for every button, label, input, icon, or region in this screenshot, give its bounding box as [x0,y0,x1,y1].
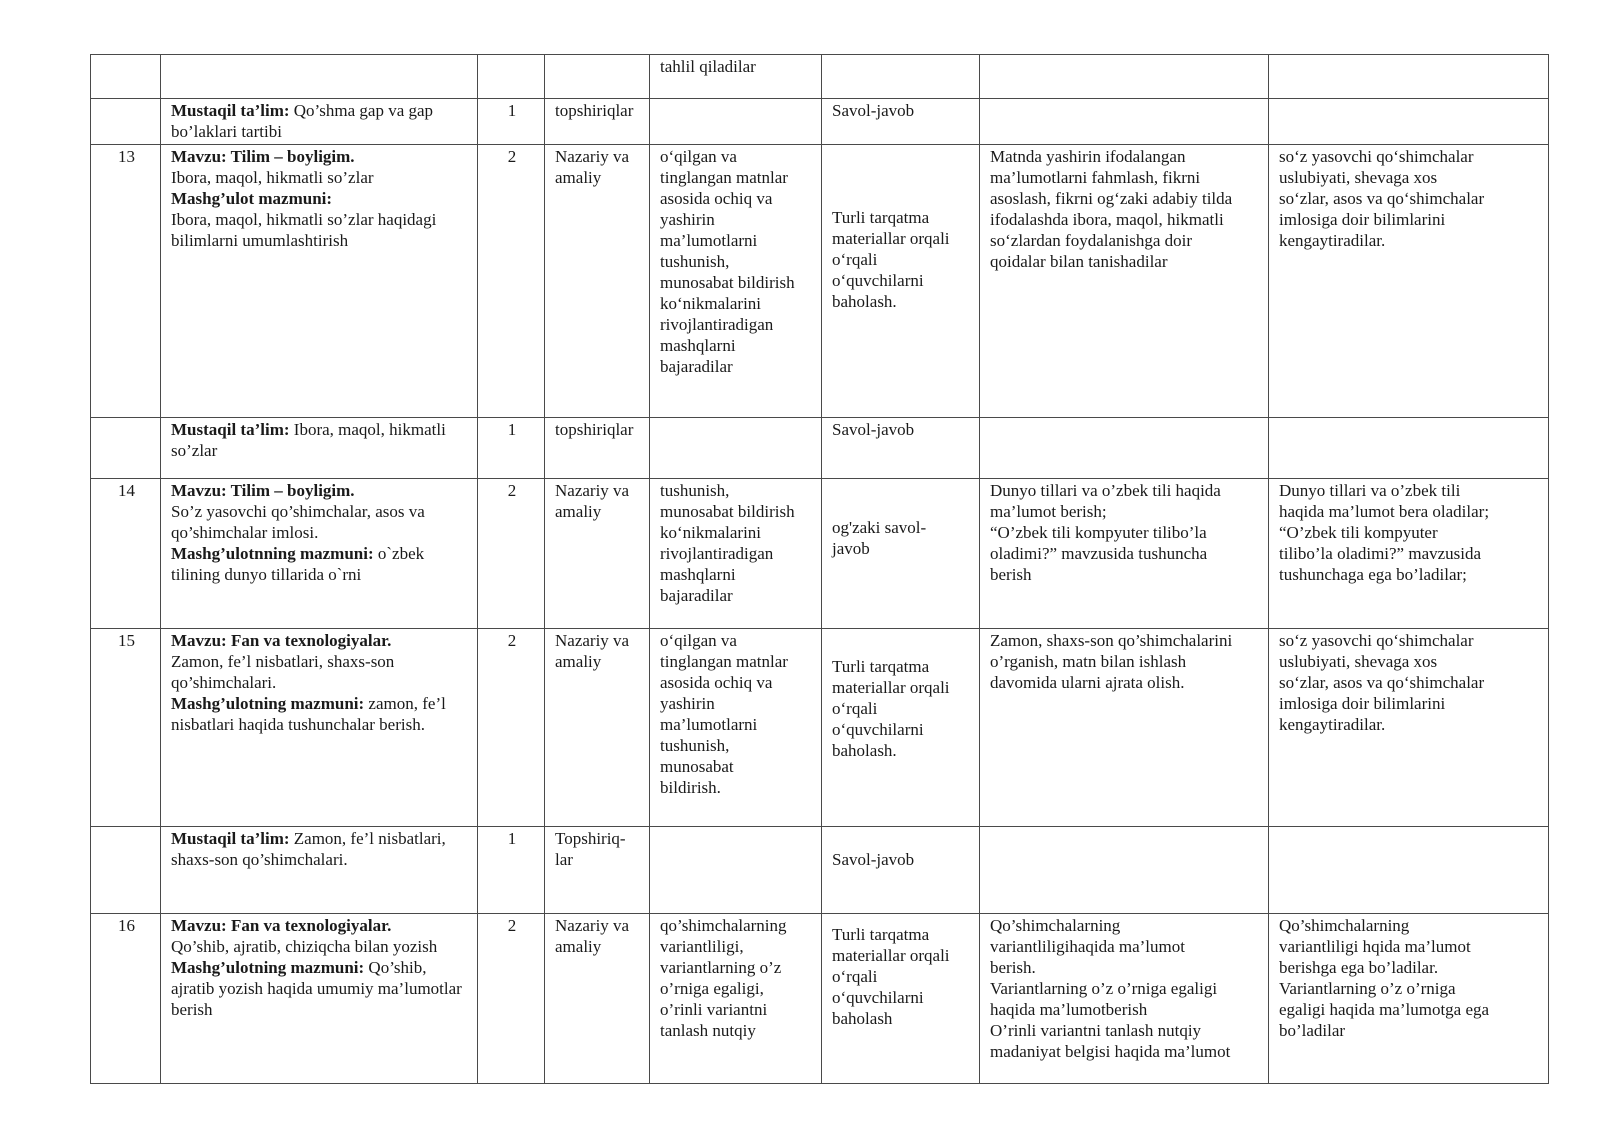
goal-line: oladimi?” mavzusida tushuncha [990,544,1208,563]
result-cell [1269,479,1549,629]
hours-cell: 2 [478,914,545,1084]
table-row [91,145,1549,418]
skills-line: rivojlantiradigan [660,544,774,563]
skills-line: tinglangan matnlar [660,652,788,671]
skills-line: tanlash nutqiy [660,1021,756,1040]
result-cell [1269,418,1549,479]
goal-line: Variantlarning o’z o’rniga egaligi [990,979,1218,998]
skills-cell [650,55,822,99]
assessment-line: o‘quvchilarni [832,271,924,290]
skills-cell [650,145,822,418]
lesson-type-cell: Nazariy va amaliy [545,629,650,827]
topic-cell [161,479,478,629]
assessment-line: Savol-javob [832,101,915,120]
assessment-cell [822,418,980,479]
hours-cell: 1 [478,827,545,914]
skills-line: yashirin [660,210,715,229]
assessment-line: Turli tarqatma [832,208,930,227]
topic-cell [161,914,478,1084]
topic-heading: Mustaqil ta’lim: [171,829,290,848]
result-line: uslubiyati, shevaga xos [1279,652,1438,671]
goal-line: berish [990,565,1032,584]
lesson-type-cell: Nazariy va amaliy [545,479,650,629]
hours-cell: 2 [478,629,545,827]
topic-paragraph [171,480,469,501]
topic-cell [161,418,478,479]
result-line: egaligi haqida ma’lumotga ega [1279,1000,1490,1019]
topic-paragraph [171,936,469,957]
table-row [91,914,1549,1084]
goal-line: Qo’shimchalarning [990,916,1121,935]
goal-cell [980,145,1269,418]
result-line: uslubiyati, shevaga xos [1279,168,1438,187]
topic-cell [161,145,478,418]
lesson-plan-body [91,55,1549,1084]
skills-line: tinglangan matnlar [660,168,788,187]
goal-cell [980,629,1269,827]
result-line: kengaytiradilar. [1279,231,1386,250]
lesson-number-cell: 15 [91,629,161,827]
skills-line: munosabat bildirish [660,502,795,521]
hours-cell: 1 [478,418,545,479]
goal-line: Matnda yashirin ifodalangan [990,147,1186,166]
skills-line: o’rniga egaligi, [660,979,764,998]
goal-cell [980,99,1269,145]
assessment-line: materiallar orqali [832,946,950,965]
assessment-line: o‘quvchilarni [832,720,924,739]
topic-cell [161,827,478,914]
result-line: so‘zlar, asos va qo‘shimchalar [1279,189,1485,208]
assessment-line: o‘rqali [832,699,878,718]
topic-paragraph [171,419,469,461]
result-cell [1269,914,1549,1084]
goal-line: haqida ma’lumotberish [990,1000,1148,1019]
topic-paragraph [171,188,469,209]
topic-heading: Mavzu: Fan va texnologiyalar. [171,916,392,935]
lesson-type-cell: Topshiriq-lar [545,827,650,914]
result-line: so‘z yasovchi qo‘shimchalar [1279,631,1474,650]
topic-paragraph [171,693,469,735]
topic-text: Zamon, fe’l nisbatlari, shaxs-son qo’shimchalari. [171,829,446,869]
skills-line: asosida ochiq va [660,189,773,208]
table-row [91,55,1549,99]
assessment-line: baholash. [832,292,897,311]
lesson-number-cell [91,827,161,914]
topic-text: zamon, fe’l nisbatlari haqida tushunchalar berish. [171,694,446,734]
result-line: so‘z yasovchi qo‘shimchalar [1279,147,1474,166]
result-line: bo’ladilar [1279,1021,1346,1040]
assessment-cell [822,629,980,827]
assessment-line: Savol-javob [832,420,915,439]
skills-cell [650,827,822,914]
skills-line: o‘qilgan va [660,147,737,166]
skills-cell [650,629,822,827]
topic-cell [161,55,478,99]
lesson-number-cell: 16 [91,914,161,1084]
goal-line: Dunyo tillari va o’zbek tili haqida [990,481,1221,500]
skills-line: yashirin [660,694,715,713]
hours-cell: 2 [478,479,545,629]
skills-cell [650,99,822,145]
lesson-type-cell: Nazariy va amaliy [545,914,650,1084]
result-line: tushunchaga ega bo’ladilar; [1279,565,1467,584]
assessment-line: javob [832,539,870,558]
result-line: tilibo’la oladimi?” mavzusida [1279,544,1482,563]
topic-heading: Mashg’ulot mazmuni: [171,189,333,208]
skills-cell [650,418,822,479]
goal-cell [980,55,1269,99]
skills-line: qo’shimchalarning [660,916,787,935]
result-line: imlosiga doir bilimlarini [1279,694,1446,713]
result-line: imlosiga doir bilimlarini [1279,210,1446,229]
assessment-line: og'zaki savol- [832,518,927,537]
result-cell [1269,55,1549,99]
assessment-cell [822,827,980,914]
skills-cell [650,914,822,1084]
skills-line: tushunish, [660,481,730,500]
skills-line: mashqlarni [660,565,736,584]
topic-heading: Mustaqil ta’lim: [171,101,290,120]
lesson-type-cell: topshiriqlar [545,418,650,479]
topic-heading: Mashg’ulotnning mazmuni: [171,544,374,563]
table-row [91,99,1549,145]
skills-line: ma’lumotlarni [660,715,758,734]
assessment-line: o‘quvchilarni [832,988,924,1007]
topic-text: o`zbek tilining dunyo tillarida o`rni [171,544,425,584]
skills-line: rivojlantiradigan [660,315,774,334]
assessment-cell [822,479,980,629]
skills-line: tahlil qiladilar [660,57,756,76]
skills-cell [650,479,822,629]
skills-line: ko‘nikmalarini [660,294,762,313]
result-cell [1269,145,1549,418]
assessment-line: Turli tarqatma [832,925,930,944]
goal-line: variantliligihaqida ma’lumot [990,937,1185,956]
goal-cell [980,827,1269,914]
result-cell [1269,99,1549,145]
topic-heading: Mavzu: Tilim – boyligim. [171,147,355,166]
assessment-line: o‘rqali [832,967,878,986]
topic-paragraph [171,630,469,651]
goal-line: “O’zbek tili kompyuter tilibo’la [990,523,1207,542]
lesson-number-cell [91,418,161,479]
skills-line: asosida ochiq va [660,673,773,692]
skills-line: munosabat bildirish [660,273,795,292]
goal-line: berish. [990,958,1036,977]
topic-heading: Mavzu: Tilim – boyligim. [171,481,355,500]
topic-paragraph [171,651,469,693]
result-line: haqida ma’lumot bera oladilar; [1279,502,1490,521]
lesson-type-cell [545,55,650,99]
hours-cell: 2 [478,145,545,418]
assessment-cell [822,99,980,145]
topic-paragraph [171,957,469,1020]
goal-cell [980,479,1269,629]
topic-text: Qo’shma gap va gap bo’laklari tartibi [171,101,434,141]
topic-text: Qo’shib, ajratib, chiziqcha bilan yozish [171,937,438,956]
skills-line: tushunish, [660,736,730,755]
assessment-line: baholash. [832,741,897,760]
topic-heading: Mashg’ulotning mazmuni: [171,958,365,977]
topic-cell [161,629,478,827]
table-row [91,827,1549,914]
goal-line: ifodalashda ibora, maqol, hikmatli [990,210,1224,229]
result-cell [1269,827,1549,914]
hours-cell [478,55,545,99]
skills-line: munosabat [660,757,734,776]
lesson-type-cell: Nazariy va amaliy [545,145,650,418]
topic-text: Ibora, maqol, hikmatli so’zlar haqidagi bilimlarni umumlashtirish [171,210,437,250]
topic-text: Zamon, fe’l nisbatlari, shaxs-son qo’shimchalari. [171,652,395,692]
goal-line: qoidalar bilan tanishadilar [990,252,1168,271]
goal-line: asoslash, fikrni og‘zaki adabiy tilda [990,189,1233,208]
hours-cell: 1 [478,99,545,145]
assessment-line: Turli tarqatma [832,657,930,676]
lesson-plan-table [90,54,1549,1084]
table-row [91,418,1549,479]
topic-text: So’z yasovchi qo’shimchalar, asos va qo’shimchalar imlosi. [171,502,425,542]
skills-line: tushunish, [660,252,730,271]
skills-line: mashqlarni [660,336,736,355]
assessment-line: baholash [832,1009,893,1028]
goal-line: ma’lumotlarni fahmlash, fikrni [990,168,1201,187]
topic-heading: Mavzu: Fan va texnologiyalar. [171,631,392,650]
assessment-cell [822,145,980,418]
topic-text: Qo’shib, ajratib yozish haqida umumiy ma’lumotlar berish [171,958,462,1019]
assessment-line: materiallar orqali [832,229,950,248]
topic-paragraph [171,828,469,870]
topic-text: Ibora, maqol, hikmatli so’zlar [171,168,374,187]
topic-paragraph [171,209,469,251]
result-line: so‘zlar, asos va qo‘shimchalar [1279,673,1485,692]
result-line: Qo’shimchalarning [1279,916,1410,935]
topic-paragraph [171,501,469,543]
assessment-line: materiallar orqali [832,678,950,697]
lesson-number-cell: 14 [91,479,161,629]
skills-line: o‘qilgan va [660,631,737,650]
assessment-cell [822,55,980,99]
skills-line: bildirish. [660,778,721,797]
lesson-type-cell: topshiriqlar [545,99,650,145]
lesson-number-cell: 13 [91,145,161,418]
result-line: “O’zbek tili kompyuter [1279,523,1438,542]
skills-line: o’rinli variantni [660,1000,768,1019]
skills-line: ko‘nikmalarini [660,523,762,542]
result-line: Dunyo tillari va o’zbek tili [1279,481,1461,500]
result-line: Variantlarning o’z o’rniga [1279,979,1456,998]
assessment-cell [822,914,980,1084]
goal-cell [980,914,1269,1084]
table-row [91,479,1549,629]
topic-paragraph [171,146,469,167]
goal-line: o’rganish, matn bilan ishlash [990,652,1187,671]
lesson-number-cell [91,55,161,99]
skills-line: ma’lumotlarni [660,231,758,250]
skills-line: variantlarning o’z [660,958,782,977]
lesson-number-cell [91,99,161,145]
topic-cell [161,99,478,145]
skills-line: bajaradilar [660,357,733,376]
topic-text: Ibora, maqol, hikmatli so’zlar [171,420,446,460]
goal-line: Zamon, shaxs-son qo’shimchalarini [990,631,1233,650]
assessment-line: o‘rqali [832,250,878,269]
goal-line: O’rinli variantni tanlash nutqiy [990,1021,1202,1040]
goal-line: ma’lumot berish; [990,502,1107,521]
topic-heading: Mustaqil ta’lim: [171,420,290,439]
result-cell [1269,629,1549,827]
result-line: variantliligi hqida ma’lumot [1279,937,1471,956]
table-row [91,629,1549,827]
skills-line: variantliligi, [660,937,744,956]
assessment-line: Savol-javob [832,850,915,869]
topic-paragraph [171,167,469,188]
goal-cell [980,418,1269,479]
topic-paragraph [171,543,469,585]
result-line: berishga ega bo’ladilar. [1279,958,1439,977]
topic-heading: Mashg’ulotning mazmuni: [171,694,365,713]
goal-line: davomida ularni ajrata olish. [990,673,1185,692]
goal-line: madaniyat belgisi haqida ma’lumot [990,1042,1231,1061]
goal-line: so‘zlardan foydalanishga doir [990,231,1193,250]
result-line: kengaytiradilar. [1279,715,1386,734]
skills-line: bajaradilar [660,586,733,605]
topic-paragraph [171,915,469,936]
topic-paragraph [171,100,469,142]
